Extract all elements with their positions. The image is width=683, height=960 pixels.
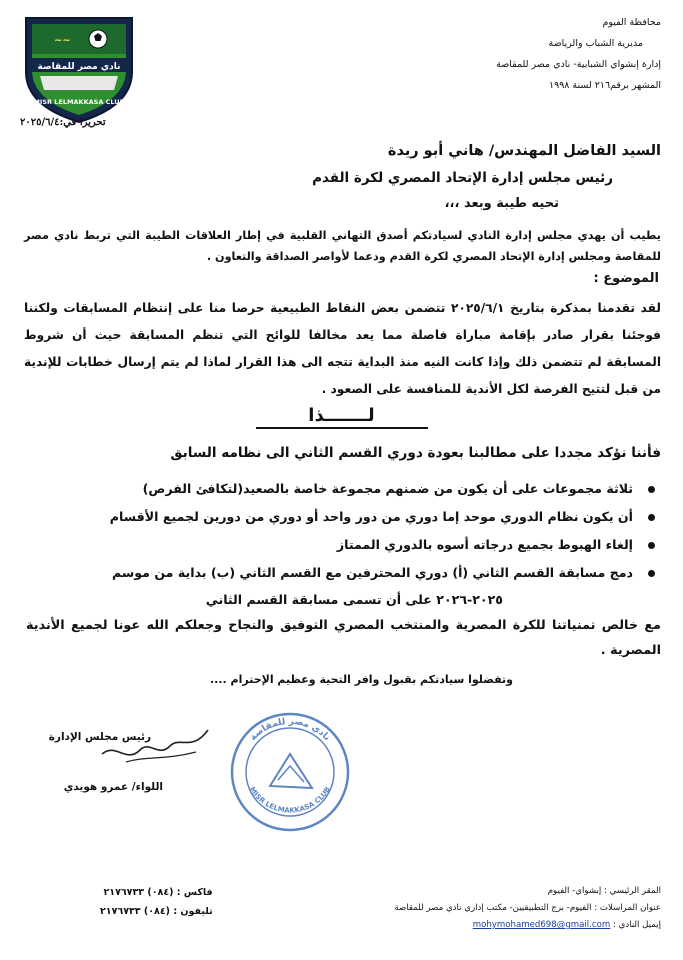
closing-paragraph: مع خالص تمنياتنا للكرة المصرية والمنتخب المصري التوفيق والنجاح وجعلكم الله عونا لجميع الأندية المصرية . bbox=[26, 618, 661, 658]
fax-label: فاكس : bbox=[176, 887, 213, 898]
list-item-continuation: ٢٠٢٥-٢٠٢٦ على أن تسمى مسابقة القسم الثاني bbox=[205, 592, 503, 607]
signatory-title: رئيس مجلس الإدارة bbox=[48, 731, 151, 743]
date-line: تحريرا في:٢٠٢٥/٦/٤ bbox=[20, 117, 106, 128]
list-item: دمج مسابقة القسم الثاني (أ) دوري المحترفين مع القسم الثاني (ب) بداية من موسم ٢٠٢٥-٢٠٢٦ على أن تسمى مسابقة القسم الثاني bbox=[41, 559, 661, 613]
svg-text:نادي مصر للمقاصة: نادي مصر للمقاصة bbox=[37, 62, 121, 72]
subject-label: الموضوع : bbox=[593, 271, 659, 286]
footer-address-block bbox=[394, 883, 661, 934]
fax-number: (٠٨٤) ٢١٧٦٧٣٣ bbox=[103, 887, 174, 898]
header-administration: إدارة إبشواي الشبابية- نادي مصر للمقاصة bbox=[496, 59, 661, 70]
recipient-title: رئيس مجلس إدارة الإتحاد المصري لكرة القدم bbox=[312, 170, 613, 186]
fax-row bbox=[100, 883, 213, 902]
stamp-emblem-icon bbox=[228, 710, 352, 834]
signature-scribble-icon bbox=[96, 712, 216, 772]
footer-contact-block bbox=[100, 883, 213, 921]
bullet-icon bbox=[648, 514, 655, 521]
bullet-icon bbox=[648, 542, 655, 549]
letterhead bbox=[496, 12, 661, 96]
greeting: تحيه طيبة وبعد ،،، bbox=[444, 196, 559, 211]
header-directorate: مديرية الشباب والرياضة bbox=[548, 38, 643, 49]
svg-text:MISR LELMAKKASA CLUB: MISR LELMAKKASA CLUB bbox=[33, 98, 125, 106]
therefore-heading: لـــــــذا bbox=[308, 405, 375, 426]
recipient: السيد الفاضل المهندس/ هاني أبو ريدة bbox=[387, 143, 661, 159]
list-item: إلغاء الهبوط بجميع درجاته أسوه بالدوري الممتاز bbox=[41, 531, 661, 559]
svg-text:~~: ~~ bbox=[54, 35, 71, 46]
subject-paragraph: لقد تقدمنا بمذكرة بتاريخ ٢٠٢٥/٦/١ تتضمن بعض النقاط الطبيعية حرصا منا على إنتظام المسابقات ولكننا فوجئنا بقرار صادر بإقامة مباراة فاصلة مما يعد مخالفا للوائح التي تنظم المسابقة حيث أن شروط المسابقة لم تتضمن ذلك وإذا كانت النيه منذ البداية تتجه الى هذا القرار لماذا لم يتم إرسال خطابات للإندية من قبل لتتيح الفرصة لكل الأندية للمنافسة على الصعود . bbox=[24, 301, 661, 396]
regards-line: وتفضلوا سيادتكم بقبول وافر التحية وعظيم الإحترام .... bbox=[210, 673, 513, 686]
phone-number: (٠٨٤) ٢١٧٦٧٣٣ bbox=[100, 906, 170, 917]
heading-underline bbox=[256, 427, 428, 429]
affirm-statement: فأننا نؤكد مجددا على مطالبنا بعودة دوري القسم الثاني الى نظامه السابق bbox=[170, 445, 661, 461]
header-registration: المشهر برقم٢١٦ لسنة ١٩٩٨ bbox=[548, 80, 661, 91]
phone-label: تليفون : bbox=[173, 906, 213, 917]
intro-paragraph: يطيب أن يهدي مجلس إدارة النادي لسيادتكم أصدق التهاني القلبية في إطار العلاقات الطيبة التي تربط نادي مصر للمقاصة ومجلس إدارة الإتحاد المصري لكرة القدم ودعما لأواصر الصداقة والتعاون . bbox=[24, 229, 661, 263]
demands-list bbox=[41, 475, 661, 613]
email-label: إيميل النادي : bbox=[613, 920, 661, 930]
club-crest-icon bbox=[18, 10, 140, 126]
footer-hq: المقر الرئيسي : إبشواي- الفيوم bbox=[547, 886, 661, 896]
header-governorate: محافظة الفيوم bbox=[602, 17, 661, 28]
footer-email-row bbox=[394, 917, 661, 934]
list-item: ثلاثة مجموعات على أن يكون من ضمنهم مجموعة خاصة بالصعيد(لتكافئ الفرص) bbox=[41, 475, 661, 503]
svg-text:نادي مصر للمقاصة: نادي مصر للمقاصة bbox=[248, 716, 332, 743]
svg-text:MISR LELMAKKASA CLUB: MISR LELMAKKASA CLUB bbox=[247, 785, 333, 815]
bullet-icon bbox=[648, 570, 655, 577]
signatory-name: اللواء/ عمرو هويدي bbox=[63, 781, 163, 793]
bullet-icon bbox=[648, 486, 655, 493]
footer-mail-address: عنوان المراسلات : الفيوم- برج التطبيقيين- مكتب إداري نادي مصر للمقاصة bbox=[394, 903, 661, 913]
email-link[interactable]: mohymohamed698@gmail.com bbox=[472, 920, 611, 930]
list-item: أن يكون نظام الدوري موحد إما دوري من دور واحد أو دوري من دورين لجميع الأقسام bbox=[41, 503, 661, 531]
phone-row bbox=[100, 902, 213, 921]
